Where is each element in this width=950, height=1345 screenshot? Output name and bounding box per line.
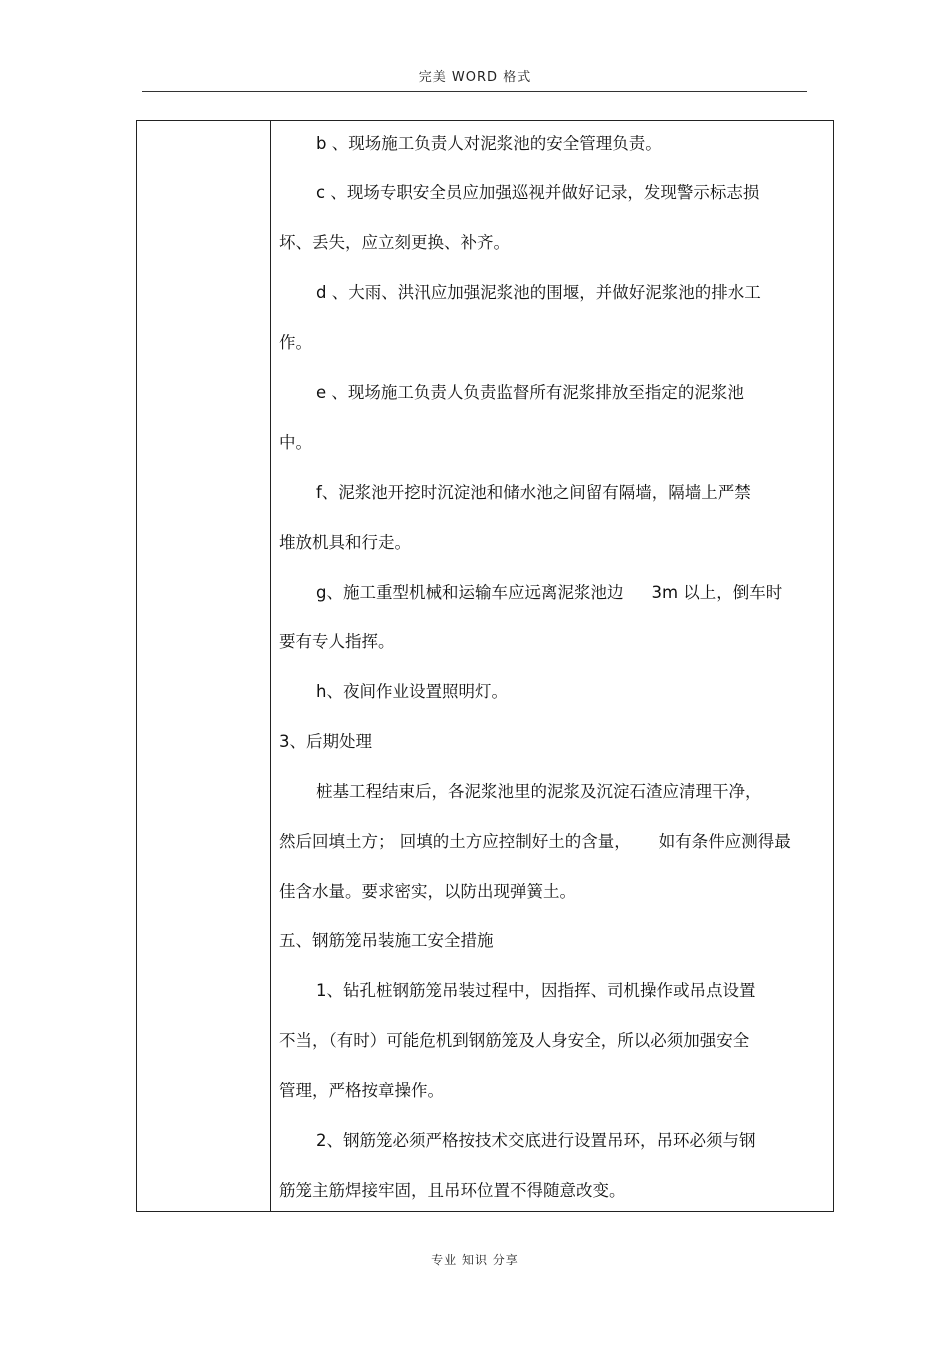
paragraph-line: h、夜间作业设置照明灯。 xyxy=(316,682,508,701)
paragraph-line: 桩基工程结束后，各泥浆池里的泥浆及沉淀石渣应清理干净， xyxy=(316,782,762,801)
paragraph-line: 堆放机具和行走。 xyxy=(279,533,411,552)
document-table xyxy=(136,120,834,1212)
paragraph-line: 佳含水量。要求密实，以防出现弹簧土。 xyxy=(279,882,576,901)
header-divider xyxy=(142,91,807,92)
paragraph-line: 管理，严格按章操作。 xyxy=(279,1081,444,1100)
paragraph-line: f、泥浆池开挖时沉淀池和储水池之间留有隔墙，隔墙上严禁 xyxy=(316,483,751,502)
paragraph-line xyxy=(279,829,791,855)
line-segment: g、施工重型机械和运输车应远离泥浆池边 xyxy=(316,583,624,602)
table-left-column xyxy=(137,121,271,1211)
paragraph-line: b 、现场施工负责人对泥浆池的安全管理负责。 xyxy=(316,134,662,153)
page-header: 完美 WORD 格式 xyxy=(418,70,532,85)
paragraph-line: e 、现场施工负责人负责监督所有泥浆排放至指定的泥浆池 xyxy=(316,383,744,402)
paragraph-line: 坏、丢失，应立刻更换、补齐。 xyxy=(279,233,510,252)
section-heading: 五、钢筋笼吊装施工安全措施 xyxy=(279,931,494,950)
paragraph-line: 不当，（有时）可能危机到钢筋笼及人身安全，所以必须加强安全 xyxy=(279,1031,750,1050)
paragraph-line: d 、大雨、洪汛应加强泥浆池的围堰，并做好泥浆池的排水工 xyxy=(316,283,761,302)
paragraph-line: 2、钢筋笼必须严格按技术交底进行设置吊环，吊环必须与钢 xyxy=(316,1131,756,1150)
line-segment: 然后回填土方； 回填的土方应控制好土的含量， xyxy=(279,832,631,851)
line-segment: 如有条件应测得最 xyxy=(658,832,791,851)
paragraph-line: 中。 xyxy=(279,433,312,452)
section-heading: 3、后期处理 xyxy=(279,732,372,751)
paragraph-line: c 、现场专职安全员应加强巡视并做好记录，发现警示标志损 xyxy=(316,183,760,202)
page-footer: 专业 知识 分享 xyxy=(431,1253,519,1267)
paragraph-line: 要有专人指挥。 xyxy=(279,632,395,651)
paragraph-line: 1、钻孔桩钢筋笼吊装过程中，因指挥、司机操作或吊点设置 xyxy=(316,981,756,1000)
paragraph-line: 作。 xyxy=(279,333,312,352)
paragraph-line xyxy=(316,580,782,606)
paragraph-line: 筋笼主筋焊接牢固，且吊环位置不得随意改变。 xyxy=(279,1181,626,1200)
line-segment: 3m 以上，倒车时 xyxy=(651,583,783,602)
